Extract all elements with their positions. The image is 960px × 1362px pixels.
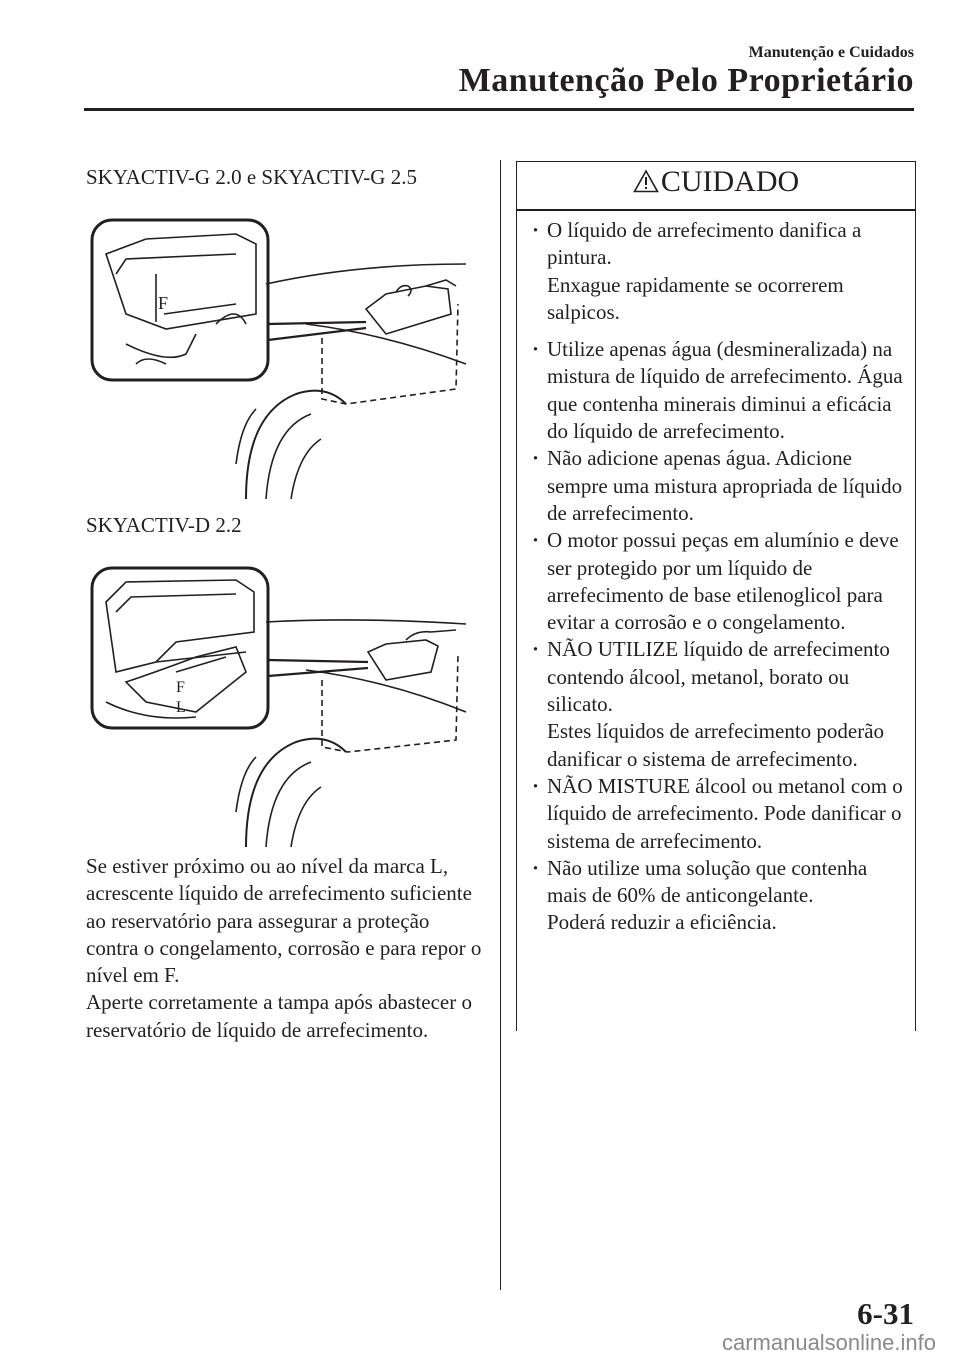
caution-title: CUIDADO	[516, 165, 916, 199]
caution-rule	[516, 209, 916, 211]
caution-item: · O líquido de arrefecimento danifica a pintura. Enxague rapidamente se ocorrerem salpicos.	[530, 217, 910, 326]
caution-item: · Não adicione apenas água. Adicione sempre uma mistura apropriada de líquido de arrefecimento.	[530, 445, 910, 527]
page-number: 6-31	[857, 1296, 914, 1331]
paragraph-coolant-level: Se estiver próximo ou ao nível da marca L, acrescente líquido de arrefecimento suficiente ao reservatório para assegurar a proteção contra o congelamento, corrosão e para repor o nível em F.	[86, 854, 482, 988]
paragraph-cap: Aperte corretamente a tampa após abastecer o reservatório de líquido de arrefecimento.	[86, 990, 472, 1042]
body-text	[86, 853, 482, 1044]
caution-box	[516, 161, 916, 1031]
section-title-g: SKYACTIV-G 2.0 e SKYACTIV-G 2.5	[86, 165, 417, 189]
caution-item: · NÃO UTILIZE líquido de arrefecimento contendo álcool, metanol, borato ou silicato. Estes líquidos de arrefecimento poderão danificar o sistema de arrefecimento.	[530, 636, 910, 772]
figure-coolant-reservoir-d	[86, 562, 476, 852]
header-section-title: Manutenção Pelo Proprietário	[458, 62, 914, 99]
level-mark-f: F	[176, 679, 185, 696]
caution-item: · Não utilize uma solução que contenha mais de 60% de anticongelante. Poderá reduzir a eficiência.	[530, 855, 910, 937]
column-divider	[500, 160, 501, 1290]
header-rule	[84, 108, 914, 111]
figure-coolant-reservoir-g	[86, 214, 476, 504]
caution-item: · NÃO MISTURE álcool ou metanol com o líquido de arrefecimento. Pode danificar o sistema de arrefecimento.	[530, 773, 910, 855]
caution-side-right	[915, 209, 916, 1031]
watermark: carmanualsonline.info	[721, 1330, 936, 1355]
caution-item: · O motor possui peças em alumínio e deve ser protegido por um líquido de arrefecimento de base etilenoglicol para evitar a corrosão e o congelamento.	[530, 527, 910, 636]
header-chapter: Manutenção e Cuidados	[748, 44, 914, 61]
warning-triangle-icon	[633, 169, 659, 193]
caution-item: · Utilize apenas água (desmineralizada) na mistura de líquido de arrefecimento. Água que contenha minerais diminui a eficácia do líquido de arrefecimento.	[530, 336, 910, 445]
section-title-d: SKYACTIV-D 2.2	[86, 513, 242, 537]
level-mark-f: F	[158, 293, 169, 313]
caution-side-left	[516, 209, 517, 1031]
caution-list	[530, 217, 910, 937]
level-mark-l: L	[176, 699, 186, 716]
